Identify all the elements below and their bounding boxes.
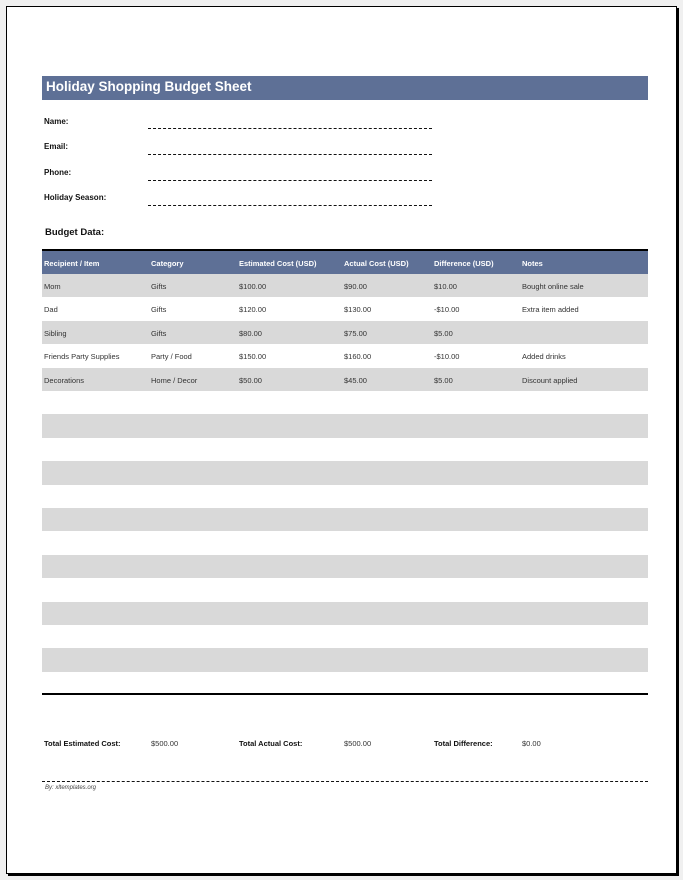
cell-category[interactable]: Gifts (151, 305, 167, 315)
table-row (42, 648, 648, 671)
total-estimated-value: $500.00 (151, 739, 179, 748)
table-row (42, 414, 648, 437)
cell-actual-cost[interactable]: $45.00 (344, 375, 367, 385)
page-title: Holiday Shopping Budget Sheet (46, 79, 252, 94)
cell-recipient[interactable]: Sibling (44, 328, 67, 338)
table-row (42, 578, 648, 601)
total-difference-label: Total Difference: (434, 739, 493, 748)
table-row (42, 368, 648, 391)
cell-notes[interactable]: Bought online sale (522, 282, 584, 291)
header-difference: Difference (USD) (434, 259, 494, 268)
email-label: Email: (44, 142, 69, 151)
total-difference-value: $0.00 (522, 739, 541, 748)
cell-notes[interactable]: Extra item added (522, 305, 579, 315)
cell-difference[interactable]: -$10.00 (434, 352, 460, 362)
footer-divider (42, 781, 648, 782)
cell-category[interactable]: Gifts (151, 282, 167, 291)
holiday-season-label: Holiday Season: (44, 193, 107, 202)
phone-label: Phone: (44, 168, 72, 177)
table-row (42, 485, 648, 508)
section-title: Budget Data: (45, 227, 105, 238)
cell-difference[interactable]: $5.00 (434, 375, 453, 385)
title-bar (42, 76, 648, 100)
name-field[interactable] (148, 128, 432, 129)
cell-notes[interactable]: Discount applied (522, 375, 578, 385)
phone-field[interactable] (148, 180, 432, 181)
cell-recipient[interactable]: Decorations (44, 375, 85, 385)
header-estimated-cost: Estimated Cost (USD) (239, 259, 317, 268)
table-row (42, 531, 648, 554)
cell-difference[interactable]: $10.00 (434, 282, 457, 291)
table-header (42, 251, 648, 274)
table-row (42, 625, 648, 648)
total-estimated-label: Total Estimated Cost: (44, 739, 121, 748)
cell-recipient[interactable]: Friends Party Supplies (44, 352, 120, 362)
table-row (42, 555, 648, 578)
cell-estimated-cost[interactable]: $150.00 (239, 352, 267, 362)
cell-actual-cost[interactable]: $160.00 (344, 352, 372, 362)
table-bottom-border (42, 693, 648, 695)
table-row (42, 344, 648, 367)
holiday-season-field[interactable] (148, 205, 432, 206)
table-row (42, 461, 648, 484)
cell-notes[interactable]: Added drinks (522, 352, 566, 362)
total-actual-label: Total Actual Cost: (239, 739, 303, 748)
cell-recipient[interactable]: Dad (44, 305, 58, 315)
table-row (42, 297, 648, 320)
email-field[interactable] (148, 154, 432, 155)
cell-category[interactable]: Gifts (151, 328, 167, 338)
footer-credit: By: xltemplates.org (45, 785, 97, 791)
cell-actual-cost[interactable]: $130.00 (344, 305, 372, 315)
cell-estimated-cost[interactable]: $80.00 (239, 328, 262, 338)
cell-difference[interactable]: $5.00 (434, 328, 453, 338)
cell-actual-cost[interactable]: $75.00 (344, 328, 367, 338)
name-label: Name: (44, 117, 69, 126)
cell-difference[interactable]: -$10.00 (434, 305, 460, 315)
table-row (42, 438, 648, 461)
cell-estimated-cost[interactable]: $50.00 (239, 375, 262, 385)
total-actual-value: $500.00 (344, 739, 372, 748)
cell-estimated-cost[interactable]: $100.00 (239, 282, 267, 291)
cell-category[interactable]: Party / Food (151, 352, 192, 362)
table-row (42, 508, 648, 531)
cell-recipient[interactable]: Mom (44, 282, 61, 291)
header-recipient: Recipient / Item (44, 259, 100, 268)
header-actual-cost: Actual Cost (USD) (344, 259, 409, 268)
header-notes: Notes (522, 259, 543, 268)
cell-category[interactable]: Home / Decor (151, 375, 198, 385)
table-row (42, 391, 648, 414)
table-row (42, 274, 648, 297)
table-row (42, 321, 648, 344)
cell-actual-cost[interactable]: $90.00 (344, 282, 367, 291)
table-row (42, 602, 648, 625)
cell-estimated-cost[interactable]: $120.00 (239, 305, 267, 315)
header-category: Category (151, 259, 184, 268)
